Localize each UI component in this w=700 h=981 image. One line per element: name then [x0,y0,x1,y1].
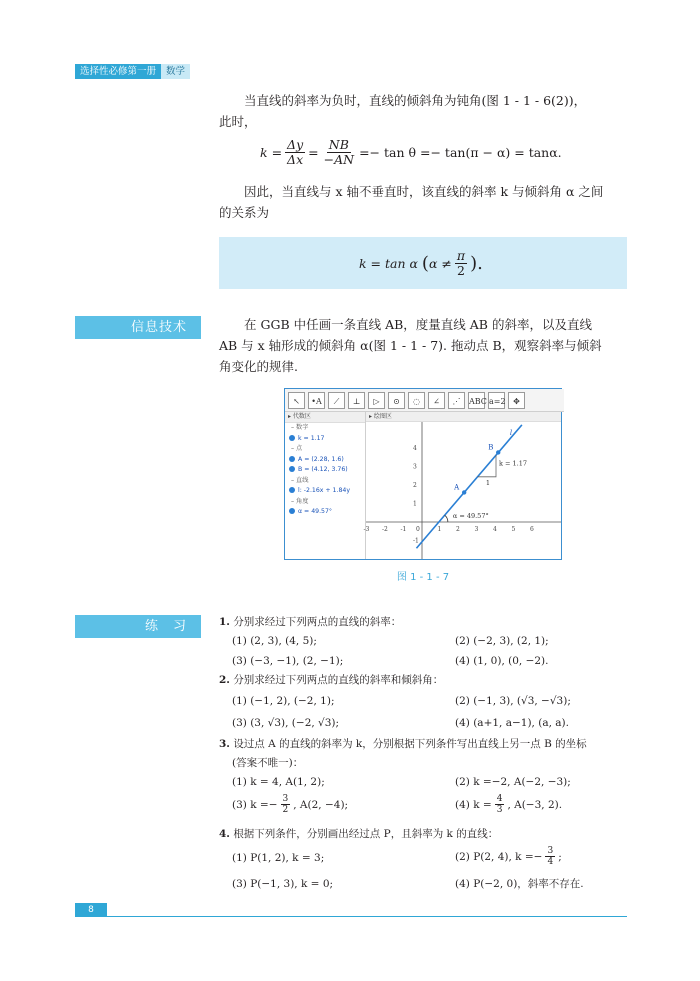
tool-button-4[interactable]: ▷ [368,392,385,409]
tool-button-8[interactable]: ⋰ [448,392,465,409]
paragraph-obtuse: 当直线的斜率为负时，直线的倾斜角为钝角(图 1 - 1 - 6(2))， 此时， [219,93,587,129]
x-tick-label: -1 [400,526,407,533]
tool-button-7[interactable]: ∠ [428,392,445,409]
angle-label: α = 49.57° [452,512,489,520]
q4-a: (1) P(1, 2), k = 3; [232,852,325,864]
page-footer [75,903,627,917]
running-header [75,64,190,79]
q3-b: (2) k =−2, A(−2, −3); [455,776,571,788]
tool-button-2[interactable]: ⟋ [328,392,345,409]
algebra-group[interactable]: – 直线 [291,476,309,484]
algebra-group[interactable]: – 角度 [291,497,309,505]
q2-b: (2) (−1, 3), (√3, −√3); [455,695,571,707]
point-a [462,490,466,494]
footer-rule [107,916,627,917]
x-tick-label: 6 [530,526,534,533]
figure-caption: 图 1 - 1 - 7 [396,572,450,583]
nb-an-fraction: $\frac{NB}{-AN}$ [323,137,355,167]
q2-d: (4) (a+1, a−1), (a, a). [455,717,569,729]
info-tech-label: 信息技术 [75,316,201,339]
y-tick-label: 2 [413,482,417,489]
algebra-value[interactable]: B = (4.12, 3.76) [285,465,365,476]
delta-fraction: $\frac{\Delta y}{\Delta x}$ [287,137,304,167]
line-l [416,425,521,548]
algebra-items [285,423,365,518]
line-label: l [509,428,513,437]
x-tick-label: 4 [493,526,497,533]
q4-b: (2) P(2, 4), k =− $\frac{3}{4}$ ; [455,846,562,867]
q2-stem: 2. 分别求经过下列两点的直线的斜率和倾斜角： [219,674,444,686]
algebra-value[interactable]: α = 49.57° [285,507,365,518]
tool-button-9[interactable]: ABC [468,392,485,409]
q3-stem-cont: (答案不唯一)： [232,757,304,769]
q2-c: (3) (3, √3), (−2, √3); [232,717,340,729]
practice-label: 练 习 [75,615,201,638]
q1-stem: 1. 分别求经过下列两点的直线的斜率： [219,616,402,628]
q1-b: (2) (−2, 3), (2, 1); [455,635,549,647]
tool-button-1[interactable]: •A [308,392,325,409]
q3-stem: 3. 设过点 A 的直线的斜率为 k，分别根据下列条件写出直线上另一点 B 的坐标 [219,738,587,750]
slope-formula: k = $\frac{\Delta y}{\Delta x}$ = $\frac{NB}{-AN}$ =− tan θ =− tan(π − α) = tanα. [260,137,562,167]
page-number: 8 [75,903,107,917]
x-tick-label: 5 [511,526,516,533]
book-title: 选择性必修第一册 [75,64,161,79]
tool-button-5[interactable]: ⊙ [388,392,405,409]
point-b-label: B [488,443,494,452]
graphics-title: ▸ 绘图区 [366,412,561,422]
q4-d: (4) P(−2, 0)，斜率不存在. [455,878,584,890]
algebra-value[interactable]: l: -2.16x + 1.84y [285,486,365,497]
subject-tag: 数学 [161,64,190,79]
toolbar [285,389,564,412]
visibility-dot-icon[interactable] [289,456,295,462]
q4-c: (3) P(−1, 3), k = 0; [232,878,334,890]
point-a-label: A [454,483,460,492]
x-tick-label: 3 [474,526,479,533]
q2-a: (1) (−1, 2), (−2, 1); [232,695,335,707]
key-formula-box: k = tan α ( α ≠ $\frac{\pi}{2}$ ). [219,237,627,289]
algebra-view [285,412,366,559]
paragraph-info: 在 GGB 中任画一条直线 AB，度量直线 AB 的斜率，以及直线 AB 与 x 轴形成的倾斜角 α(图 1 - 1 - 7). 拖动点 B，观察斜率与倾斜 角变化的规律. [219,317,602,374]
y-tick-label: 3 [413,463,417,471]
y-tick-label: -1 [413,537,419,545]
algebra-group[interactable]: – 数字 [291,424,309,431]
q1-a: (1) (2, 3), (4, 5); [232,635,317,647]
q3-a: (1) k = 4, A(1, 2); [232,776,325,788]
visibility-dot-icon[interactable] [289,466,295,472]
geogebra-window [284,388,562,560]
paragraph-relation: 因此，当直线与 x 轴不垂直时，该直线的斜率 k 与倾斜角 α 之间 的关系为 [219,184,604,220]
tool-button-0[interactable]: ↖ [288,392,305,409]
slope-label: k = 1.17 [499,459,527,468]
x-tick-label: 1 [437,526,442,533]
tool-button-11[interactable]: ✥ [508,392,525,409]
visibility-dot-icon[interactable] [289,508,295,514]
algebra-title: ▸ 代数区 [285,412,365,423]
run-label: 1 [485,478,490,487]
algebra-value[interactable]: k = 1.17 [285,434,365,445]
q4-stem: 4. 根据下列条件，分别画出经过点 P，且斜率为 k 的直线： [219,828,499,840]
x-tick-label: 2 [456,526,460,533]
graph-plot [363,422,561,559]
y-tick-label: 4 [413,445,417,452]
x-tick-label: 0 [416,526,420,533]
algebra-value[interactable]: A = (2.28, 1.6) [285,455,365,466]
algebra-group[interactable]: – 点 [291,445,303,452]
tool-button-6[interactable]: ◌ [408,392,425,409]
q3-d: (4) k = $\frac{4}{3}$ , A(−3, 2). [455,794,563,815]
tool-button-10[interactable]: a=2 [488,392,505,409]
visibility-dot-icon[interactable] [289,435,295,441]
visibility-dot-icon[interactable] [289,487,295,493]
angle-arc [445,515,448,522]
y-tick-label: 1 [413,500,417,508]
q3-c: (3) k =− $\frac{3}{2}$ , A(2, −4); [232,794,349,815]
graphics-view [363,412,561,559]
x-tick-label: -2 [382,526,388,533]
point-b [496,450,500,454]
tool-button-3[interactable]: ⊥ [348,392,365,409]
x-tick-label: -3 [363,526,370,533]
q1-c: (3) (−3, −1), (2, −1); [232,655,344,667]
q1-d: (4) (1, 0), (0, −2). [455,655,549,667]
